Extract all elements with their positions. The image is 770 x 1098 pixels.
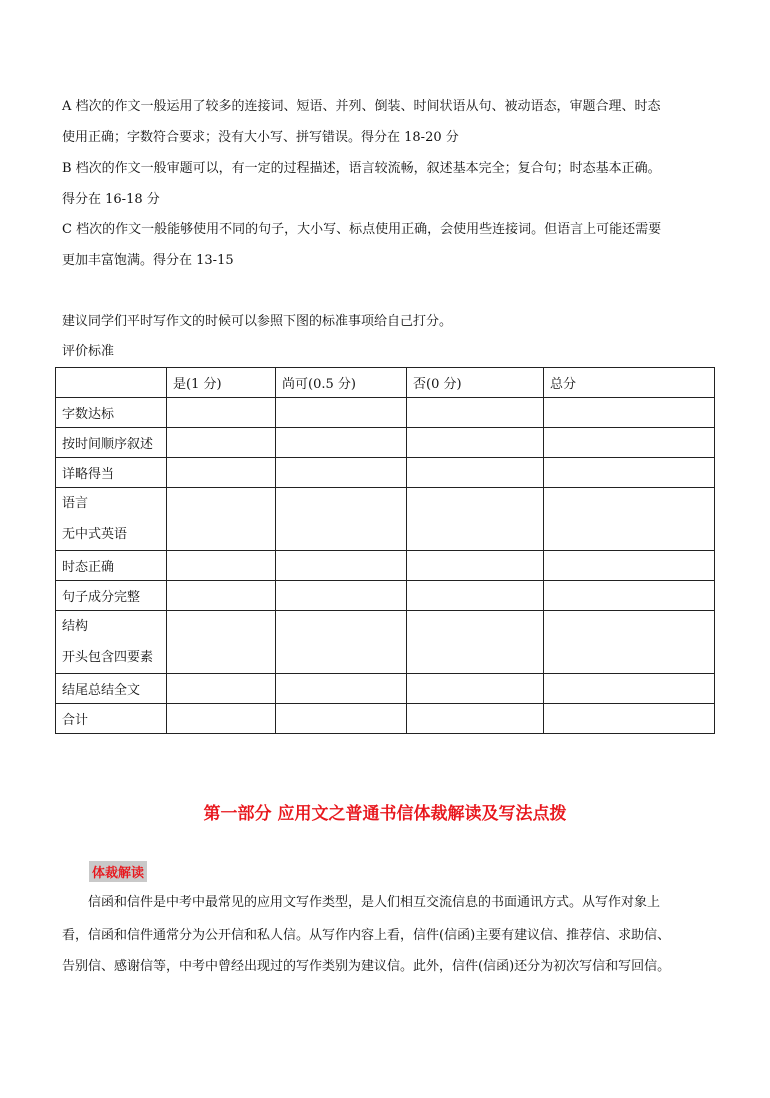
score-cell[interactable] xyxy=(276,611,407,674)
score-cell[interactable] xyxy=(407,488,544,551)
body-line: 看，信函和信件通常分为公开信和私人信。从写作内容上看，信件(信函)主要有建议信、推荐信、求助信、 xyxy=(62,928,671,943)
suggestion-text: 建议同学们平时写作文的时候可以参照下图的标准事项给自己打分。 xyxy=(62,314,453,329)
header-cell: 总分 xyxy=(544,368,715,398)
score-cell[interactable] xyxy=(544,581,715,611)
table-row xyxy=(56,428,715,458)
table-row xyxy=(56,704,715,734)
section-title: 第一部分 应用文之普通书信体裁解读及写法点拨 xyxy=(203,804,567,824)
score-cell[interactable] xyxy=(167,611,276,674)
score-cell[interactable] xyxy=(276,674,407,704)
score-cell[interactable] xyxy=(167,674,276,704)
table-row xyxy=(56,488,715,551)
row-label: 详略得当 xyxy=(56,458,167,488)
score-cell[interactable] xyxy=(276,551,407,581)
grade-a-line2: 使用正确；字数符合要求；没有大小写、拼写错误。得分在 18-20 分 xyxy=(62,130,459,145)
table-row xyxy=(56,398,715,428)
table-caption: 评价标准 xyxy=(62,344,115,359)
score-cell[interactable] xyxy=(167,551,276,581)
table-row xyxy=(56,551,715,581)
grade-b-line1: B 档次的作文一般审题可以，有一定的过程描述，语言较流畅，叙述基本完全；复合句；时态基本正确。 xyxy=(62,161,661,176)
score-cell[interactable] xyxy=(407,428,544,458)
score-cell[interactable] xyxy=(407,674,544,704)
row-label xyxy=(56,488,167,551)
row-label: 合计 xyxy=(56,704,167,734)
grade-a-line1: A 档次的作文一般运用了较多的连接词、短语、并列、倒装、时间状语从句、被动语态，审题合理、时态 xyxy=(62,99,661,114)
row-label xyxy=(56,611,167,674)
score-cell[interactable] xyxy=(167,458,276,488)
row-label: 字数达标 xyxy=(56,398,167,428)
grade-c-line2: 更加丰富饱满。得分在 13-15 xyxy=(62,253,234,268)
table-row xyxy=(56,581,715,611)
score-cell[interactable] xyxy=(407,611,544,674)
genre-tag: 体裁解读 xyxy=(89,861,147,882)
score-cell[interactable] xyxy=(544,488,715,551)
grade-c-line1: C 档次的作文一般能够使用不同的句子，大小写、标点使用正确，会使用些连接词。但语言上可能还需要 xyxy=(62,222,662,237)
table-header-row xyxy=(56,368,715,398)
header-cell xyxy=(56,368,167,398)
score-cell[interactable] xyxy=(544,428,715,458)
score-cell[interactable] xyxy=(276,704,407,734)
score-cell[interactable] xyxy=(167,398,276,428)
score-cell[interactable] xyxy=(407,458,544,488)
score-cell[interactable] xyxy=(544,674,715,704)
row-label-line: 开头包含四要素 xyxy=(62,650,154,665)
table-row xyxy=(56,674,715,704)
table-row xyxy=(56,458,715,488)
header-cell: 否(0 分) xyxy=(407,368,544,398)
table-row xyxy=(56,611,715,674)
row-label-line: 结构 xyxy=(62,619,89,634)
score-cell[interactable] xyxy=(407,704,544,734)
row-label-line: 语言 xyxy=(62,496,89,511)
score-cell[interactable] xyxy=(276,398,407,428)
score-cell[interactable] xyxy=(276,488,407,551)
row-label: 句子成分完整 xyxy=(56,581,167,611)
score-cell[interactable] xyxy=(407,551,544,581)
row-label: 按时间顺序叙述 xyxy=(56,428,167,458)
score-cell[interactable] xyxy=(544,398,715,428)
score-cell[interactable] xyxy=(167,428,276,458)
body-line: 告别信、感谢信等，中考中曾经出现过的写作类别为建议信。此外，信件(信函)还分为初次写信和写回信。 xyxy=(62,959,671,974)
body-line: 信函和信件是中考中最常见的应用文写作类型，是人们相互交流信息的书面通讯方式。从写作对象上 xyxy=(88,895,661,910)
score-cell[interactable] xyxy=(276,428,407,458)
row-label: 结尾总结全文 xyxy=(56,674,167,704)
score-cell[interactable] xyxy=(167,581,276,611)
score-cell[interactable] xyxy=(167,488,276,551)
score-cell[interactable] xyxy=(544,611,715,674)
score-cell[interactable] xyxy=(407,581,544,611)
score-cell[interactable] xyxy=(276,458,407,488)
score-cell[interactable] xyxy=(544,458,715,488)
score-cell[interactable] xyxy=(544,551,715,581)
row-label: 时态正确 xyxy=(56,551,167,581)
row-label-line: 无中式英语 xyxy=(62,527,128,542)
header-cell: 是(1 分) xyxy=(167,368,276,398)
grade-b-line2: 得分在 16-18 分 xyxy=(62,192,160,207)
score-cell[interactable] xyxy=(276,581,407,611)
score-cell[interactable] xyxy=(544,704,715,734)
header-cell: 尚可(0.5 分) xyxy=(276,368,407,398)
score-cell[interactable] xyxy=(167,704,276,734)
score-cell[interactable] xyxy=(407,398,544,428)
evaluation-table xyxy=(55,367,715,734)
